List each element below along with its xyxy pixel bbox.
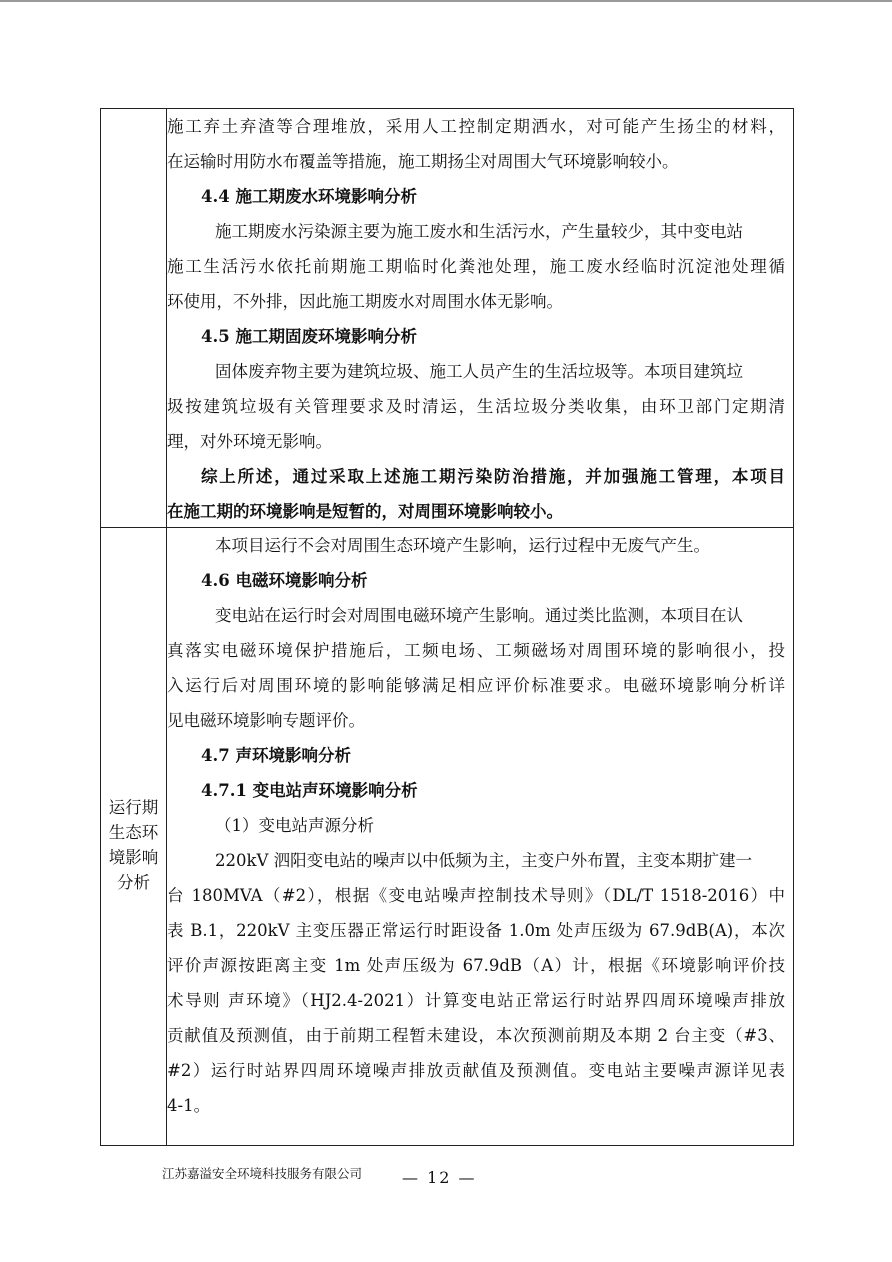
top-rule — [0, 0, 892, 2]
paragraph-line: 评价声源按距离主变 1m 处声压级为 67.9dB（A）计，根据《环境影响评价技 — [167, 956, 785, 975]
paragraph-line: 真落实电磁环境保护措施后，工频电场、工频磁场对周围环境的影响很小，投 — [167, 641, 785, 660]
section-heading: 4.5 施工期固废环境影响分析 — [201, 327, 417, 346]
section-heading: 4.7.1 变电站声环境影响分析 — [201, 781, 418, 800]
label-line: 分析 — [117, 873, 150, 892]
summary-line: 综上所述，通过采取上述施工期污染防治措施，并加强施工管理，本项目 — [201, 467, 785, 486]
paragraph-line: 本项目运行不会对周围生态环境产生影响，运行过程中无废气产生。 — [215, 536, 710, 555]
paragraph-line: 台 180MVA（#2），根据《变电站噪声控制技术导则》（DL/T 1518-2016）中 — [167, 886, 785, 905]
paragraph-line: 理，对外环境无影响。 — [167, 432, 332, 451]
construction-period-cell — [167, 109, 785, 529]
paragraph-line: 施工弃土弃渣等合理堆放，采用人工控制定期洒水，对可能产生扬尘的材料， — [167, 117, 785, 136]
section-heading: 4.4 施工期废水环境影响分析 — [201, 187, 417, 206]
page-number: — 12 — — [402, 1168, 477, 1187]
paragraph-line: （1）变电站声源分析 — [215, 816, 374, 835]
label-line: 运行期 — [108, 798, 159, 817]
paragraph-line: 固体废弃物主要为建筑垃圾、施工人员产生的生活垃圾等。本项目建筑垃 — [215, 362, 743, 381]
label-line: 境影响 — [108, 848, 159, 867]
summary-line: 在施工期的环境影响是短暂的，对周围环境影响较小。 — [167, 502, 563, 521]
paragraph-line: 施工期废水污染源主要为施工废水和生活污水，产生量较少，其中变电站 — [215, 222, 743, 241]
section-heading: 4.6 电磁环境影响分析 — [201, 571, 368, 590]
footer-company: 江苏嘉溢安全环境科技服务有限公司 — [162, 1166, 363, 1181]
paragraph-line: 环使用，不外排，因此施工期废水对周围水体无影响。 — [167, 292, 563, 311]
operation-period-label — [101, 795, 166, 895]
paragraph-line: 变电站在运行时会对周围电磁环境产生影响。通过类比监测，本项目在认 — [215, 606, 743, 625]
paragraph-line: 贡献值及预测值，由于前期工程暂未建设，本次预测前期及本期 2 台主变（#3、 — [167, 1026, 785, 1045]
paragraph-line: #2）运行时站界四周环境噪声排放贡献值及预测值。变电站主要噪声源详见表 — [167, 1061, 785, 1080]
paragraph-line: 施工生活污水依托前期施工期临时化粪池处理，施工废水经临时沉淀池处理循 — [167, 257, 785, 276]
paragraph-line: 在运输时用防水布覆盖等措施，施工期扬尘对周围大气环境影响较小。 — [167, 152, 679, 171]
paragraph-line: 220kV 泗阳变电站的噪声以中低频为主，主变户外布置，主变本期扩建一 — [215, 851, 753, 870]
paragraph-line: 入运行后对周围环境的影响能够满足相应评价标准要求。电磁环境影响分析详 — [167, 676, 785, 695]
content-table — [100, 108, 794, 1146]
operation-period-cell — [167, 528, 785, 1123]
section-heading: 4.7 声环境影响分析 — [201, 746, 351, 765]
paragraph-line: 见电磁环境影响专题评价。 — [167, 711, 365, 730]
paragraph-line: 4-1。 — [167, 1096, 211, 1115]
paragraph-line: 表 B.1，220kV 主变压器正常运行时距设备 1.0m 处声压级为 67.9dB(A)，本次 — [167, 921, 785, 940]
paragraph-line: 术导则 声环境》（HJ2.4-2021）计算变电站正常运行时站界四周环境噪声排放 — [167, 991, 785, 1010]
label-line: 生态环 — [108, 823, 159, 842]
paragraph-line: 圾按建筑垃圾有关管理要求及时清运，生活垃圾分类收集，由环卫部门定期清 — [167, 397, 785, 416]
